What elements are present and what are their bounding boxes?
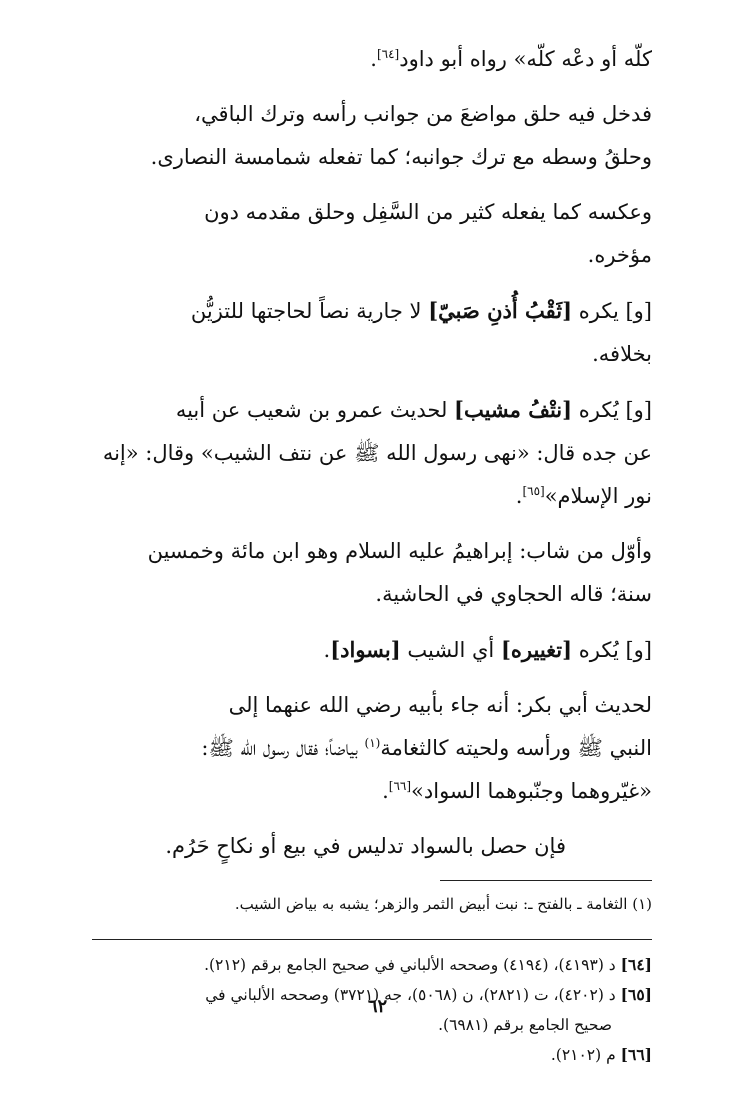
p8-line1: لحديث أبي بكر: أنه جاء بأبيه رضي الله عنهما إلى (228, 693, 652, 717)
footnote-divider (440, 880, 652, 881)
p6-line1: وأوّل من شاب: إبراهيمُ عليه السلام وهو ابن مائة وخمسين (147, 539, 652, 563)
paragraph-2 (92, 93, 652, 179)
page-body (92, 38, 652, 1070)
p2-line1: فدخل فيه حلق مواضعَ من جوانب رأسه وترك الباقي، (194, 102, 652, 126)
p4-open: [و] يكره (578, 299, 652, 323)
p8-line3-wrap (92, 770, 652, 813)
p5-line1 (92, 388, 652, 432)
footnote-marker-1: (١) (364, 736, 381, 750)
reference-text: د (٤١٩٣)، (٤١٩٤) وصححه الألباني في صحيح الجامع برقم (٢١٢). (204, 956, 616, 974)
reference-text: د (٤٢٠٢)، ت (٢٨٢١)، ن (٥٠٦٨)، جه (٣٧٢١) وصححه الألباني في (205, 986, 616, 1004)
p3-line1: وعكسه كما يفعله كثير من السَّفِل وحلق مقدمه دون (204, 200, 652, 224)
p4-bold: [ثَقْبُ أُذنِ صَبيّ] (428, 298, 573, 323)
p7-bold2: [بسواد] (330, 637, 401, 662)
p7-mid: أي الشيب (407, 638, 495, 662)
p7-bold1: [تغييره] (500, 637, 573, 662)
p5-bold: [نتْفُ مشيب] (454, 397, 573, 422)
p8-line2 (92, 727, 652, 770)
p4-line1 (92, 289, 652, 333)
p4-rest: لا جارية نصاً لحاجتها للتزيُّن (190, 299, 422, 323)
paragraph-7 (92, 628, 652, 672)
p8-end: . (382, 779, 389, 803)
reference-66 (92, 1040, 652, 1070)
p5-line3: نور الإسلام» (544, 484, 652, 508)
reference-tag: [٦٦] (620, 1045, 652, 1064)
reference-64 (92, 950, 652, 980)
p1-text: كلّه أو دعْه كلّه» رواه أبو داود (399, 47, 652, 71)
page-number: ٦٢ (367, 996, 388, 1017)
p1-end: . (370, 47, 377, 71)
p8-line3: «غيّروهما وجنّبوهما السواد» (411, 779, 652, 803)
paragraph-8 (92, 684, 652, 813)
ref-marker-64: [٦٤] (376, 47, 400, 61)
paragraph-5 (92, 388, 652, 518)
footnote-1: (١) الثغامة ـ بالفتح ـ: نبت أبيض الثمر والزهر؛ يشبه به بياض الشيب. (234, 895, 652, 913)
ref-marker-66: [٦٦] (388, 779, 412, 793)
ref-marker-65: [٦٥] (522, 484, 545, 498)
p5-open: [و] يُكره (578, 398, 652, 422)
p3-line2: مؤخره. (587, 243, 652, 267)
p5-rest: لحديث عمرو بن شعيب عن أبيه (175, 398, 448, 422)
p5-end: . (515, 484, 523, 508)
paragraph-4 (92, 289, 652, 376)
paragraph-6 (92, 530, 652, 616)
references-divider (92, 939, 652, 940)
p6-line2: سنة؛ قاله الحجاوي في الحاشية. (375, 582, 652, 606)
p7-end: . (323, 638, 331, 662)
p4-line2: بخلافه. (592, 342, 652, 366)
reference-text-continued: صحيح الجامع برقم (٦٩٨١). (438, 1016, 612, 1034)
p9-text: فإن حصل بالسواد تدليس في بيع أو نكاحٍ حَرُم. (165, 834, 566, 858)
p5-line2: عن جده قال: «نهى رسول الله ﷺ عن نتف الشيب» وقال: «إنه (102, 441, 652, 465)
reference-tag: [٦٤] (620, 955, 652, 974)
p8-line2a: النبي ﷺ ورأسه ولحيته كالثغامة (380, 736, 652, 760)
p2-line2: وحلقُ وسطه مع ترك جوانبه؛ كما تفعله شمامسة النصارى. (150, 145, 652, 169)
p7-open: [و] يُكره (578, 638, 652, 662)
paragraph-9 (92, 825, 652, 868)
paragraph-3 (92, 191, 652, 277)
p5-line3-wrap (92, 475, 652, 518)
reference-tag: [٦٥] (620, 985, 652, 1004)
p8-line2b: بياضاً؛ فقال رسول الله ﷺ: (201, 736, 358, 760)
paragraph-1 (92, 38, 652, 81)
reference-text: م (٢١٠٢). (550, 1046, 616, 1064)
